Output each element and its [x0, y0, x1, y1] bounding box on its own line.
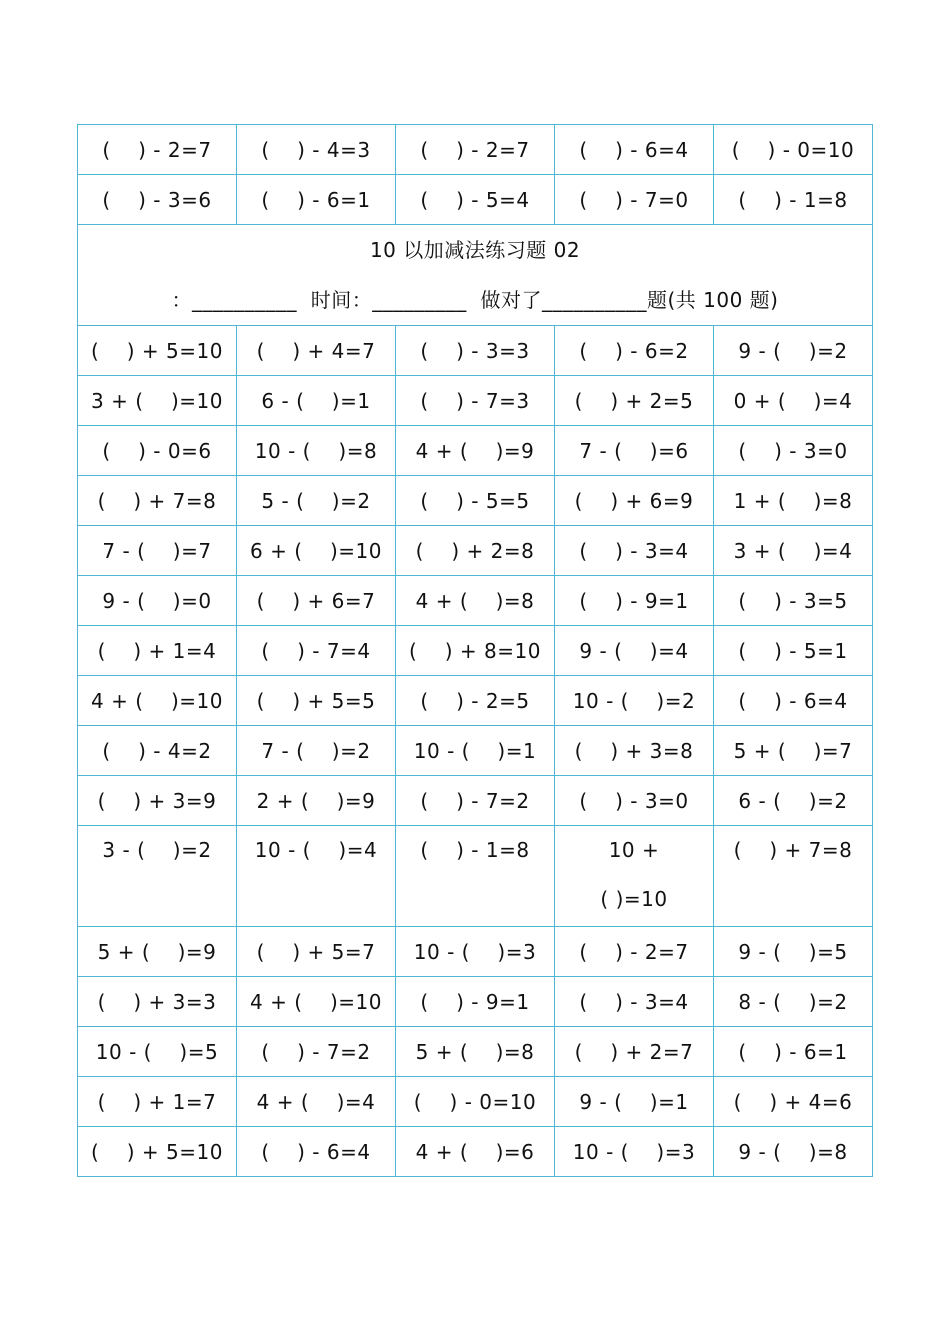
- problem-cell: 5 - ( )=2: [237, 476, 396, 526]
- problem-cell: ( ) - 7=4: [237, 626, 396, 676]
- problem-cell: ( ) - 6=4: [237, 1127, 396, 1177]
- title-row: [78, 225, 873, 326]
- table-row: [78, 826, 873, 927]
- table-row: [78, 927, 873, 977]
- problem-cell: 10 - ( )=2: [555, 676, 714, 726]
- problem-cell: ( ) - 3=6: [78, 175, 237, 225]
- table-row: [78, 626, 873, 676]
- problem-cell: 7 - ( )=2: [237, 726, 396, 776]
- problem-cell: ( ) - 3=4: [555, 526, 714, 576]
- problem-cell: ( ) - 5=4: [396, 175, 555, 225]
- problem-cell: 7 - ( )=6: [555, 426, 714, 476]
- problem-cell: 6 + ( )=10: [237, 526, 396, 576]
- problem-cell: 10 + ( )=10: [555, 826, 714, 927]
- problem-cell: ( ) - 6=1: [237, 175, 396, 225]
- table-row: [78, 376, 873, 426]
- problem-cell: ( ) - 1=8: [396, 826, 555, 927]
- table-row: [78, 125, 873, 175]
- problem-cell: 10 - ( )=8: [237, 426, 396, 476]
- problem-cell: ( ) + 5=10: [78, 326, 237, 376]
- problem-cell: ( ) + 2=5: [555, 376, 714, 426]
- problem-cell: 5 + ( )=8: [396, 1027, 555, 1077]
- problem-cell: ( ) - 2=7: [78, 125, 237, 175]
- problem-cell: ( ) - 0=10: [714, 125, 873, 175]
- problem-cell: ( ) - 6=2: [555, 326, 714, 376]
- table-row: [78, 977, 873, 1027]
- problem-cell: ( ) + 3=9: [78, 776, 237, 826]
- table-row: [78, 175, 873, 225]
- table-row: [78, 676, 873, 726]
- problem-cell: ( ) - 6=1: [714, 1027, 873, 1077]
- problem-cell: ( ) - 2=5: [396, 676, 555, 726]
- problem-cell: ( ) - 5=1: [714, 626, 873, 676]
- problem-cell: ( ) - 3=0: [555, 776, 714, 826]
- problem-cell: 10 - ( )=5: [78, 1027, 237, 1077]
- problem-cell: 2 + ( )=9: [237, 776, 396, 826]
- problem-cell: ( ) + 6=9: [555, 476, 714, 526]
- table-row: [78, 776, 873, 826]
- table-row: [78, 476, 873, 526]
- problem-cell: 4 + ( )=4: [237, 1077, 396, 1127]
- problem-cell: 4 + ( )=6: [396, 1127, 555, 1177]
- worksheet-title: 10 以加减法练习题 02: [369, 238, 581, 262]
- problem-cell: 10 - ( )=4: [237, 826, 396, 927]
- worksheet-body: [78, 125, 873, 1177]
- table-row: [78, 1127, 873, 1177]
- problem-cell: ( ) - 3=0: [714, 426, 873, 476]
- problem-cell: 7 - ( )=7: [78, 526, 237, 576]
- problem-cell: 1 + ( )=8: [714, 476, 873, 526]
- problem-cell: ( ) + 3=8: [555, 726, 714, 776]
- problem-cell: 9 - ( )=8: [714, 1127, 873, 1177]
- problem-cell: 4 + ( )=10: [78, 676, 237, 726]
- problem-cell: ( ) + 6=7: [237, 576, 396, 626]
- problem-cell: 4 + ( )=9: [396, 426, 555, 476]
- problem-cell: ( ) - 9=1: [396, 977, 555, 1027]
- problem-cell: ( ) - 0=10: [396, 1077, 555, 1127]
- problem-cell: 10 - ( )=3: [396, 927, 555, 977]
- problem-cell: 3 + ( )=4: [714, 526, 873, 576]
- table-row: [78, 426, 873, 476]
- problem-cell: 9 - ( )=0: [78, 576, 237, 626]
- problem-cell: 9 - ( )=1: [555, 1077, 714, 1127]
- problem-cell: ( ) - 3=3: [396, 326, 555, 376]
- problem-cell: ( ) + 1=4: [78, 626, 237, 676]
- problem-cell: ( ) - 2=7: [396, 125, 555, 175]
- problem-cell: ( ) + 2=8: [396, 526, 555, 576]
- table-row: [78, 326, 873, 376]
- problem-cell: ( ) + 2=7: [555, 1027, 714, 1077]
- problem-cell: ( ) - 9=1: [555, 576, 714, 626]
- problem-cell: 4 + ( )=10: [237, 977, 396, 1027]
- table-row: [78, 576, 873, 626]
- problem-cell: ( ) - 4=3: [237, 125, 396, 175]
- problem-cell: 0 + ( )=4: [714, 376, 873, 426]
- problem-cell: 4 + ( )=8: [396, 576, 555, 626]
- problem-cell: 9 - ( )=5: [714, 927, 873, 977]
- problem-cell: ( ) - 0=6: [78, 426, 237, 476]
- problem-cell: ( ) - 4=2: [78, 726, 237, 776]
- problem-cell: ( ) + 4=6: [714, 1077, 873, 1127]
- table-row: [78, 726, 873, 776]
- problem-cell: 5 + ( )=9: [78, 927, 237, 977]
- problem-cell: ( ) + 5=10: [78, 1127, 237, 1177]
- problem-cell: ( ) + 7=8: [78, 476, 237, 526]
- table-row: [78, 526, 873, 576]
- problem-cell: ( ) + 1=7: [78, 1077, 237, 1127]
- problem-cell: 3 + ( )=10: [78, 376, 237, 426]
- problem-cell: ( ) - 2=7: [555, 927, 714, 977]
- problem-cell: ( ) + 5=5: [237, 676, 396, 726]
- worksheet-info-line: ：__________ 时间：_________ 做对了__________题(共 100 题): [171, 288, 779, 312]
- problem-cell: ( ) - 6=4: [555, 125, 714, 175]
- problem-cell: ( ) - 7=0: [555, 175, 714, 225]
- problem-cell: ( ) - 5=5: [396, 476, 555, 526]
- table-row: [78, 1027, 873, 1077]
- problem-cell: ( ) + 4=7: [237, 326, 396, 376]
- problem-cell: ( ) - 7=2: [396, 776, 555, 826]
- problem-cell: ( ) - 7=3: [396, 376, 555, 426]
- problem-cell: ( ) - 3=4: [555, 977, 714, 1027]
- problem-cell: ( ) - 7=2: [237, 1027, 396, 1077]
- problem-cell: 8 - ( )=2: [714, 977, 873, 1027]
- worksheet-header: [78, 225, 873, 326]
- problem-cell: ( ) + 5=7: [237, 927, 396, 977]
- problem-cell: ( ) - 3=5: [714, 576, 873, 626]
- problem-cell: 10 - ( )=3: [555, 1127, 714, 1177]
- worksheet-table: [77, 124, 873, 1177]
- table-row: [78, 1077, 873, 1127]
- problem-cell: 3 - ( )=2: [78, 826, 237, 927]
- problem-cell: 6 - ( )=1: [237, 376, 396, 426]
- problem-cell: 9 - ( )=2: [714, 326, 873, 376]
- problem-cell: ( ) + 3=3: [78, 977, 237, 1027]
- problem-cell: ( ) - 6=4: [714, 676, 873, 726]
- problem-cell: 6 - ( )=2: [714, 776, 873, 826]
- problem-cell: ( ) + 7=8: [714, 826, 873, 927]
- problem-cell: ( ) + 8=10: [396, 626, 555, 676]
- problem-cell: ( ) - 1=8: [714, 175, 873, 225]
- problem-cell: 10 - ( )=1: [396, 726, 555, 776]
- problem-cell: 9 - ( )=4: [555, 626, 714, 676]
- problem-cell: 5 + ( )=7: [714, 726, 873, 776]
